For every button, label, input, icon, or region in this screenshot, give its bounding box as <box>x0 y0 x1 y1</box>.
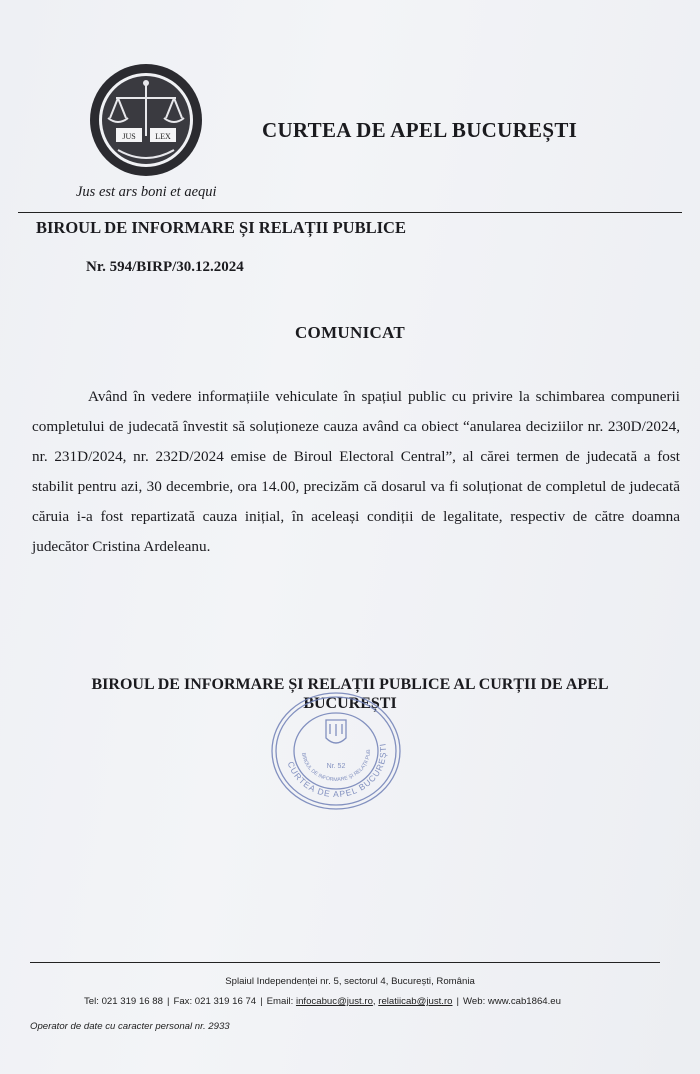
footer-email-info[interactable]: infocabuc@just.ro <box>295 996 373 1007</box>
scales-of-justice-logo <box>88 62 204 178</box>
signature-line-1: BIROUL DE INFORMARE ȘI RELAȚII PUBLICE AL CURȚII DE APEL <box>91 676 609 693</box>
footer-tel: Tel: 021 319 16 88 <box>84 996 163 1007</box>
official-stamp <box>268 690 404 812</box>
logo-label-lex: LEX <box>155 132 171 141</box>
footer-contacts: Tel: 021 319 16 88 | Fax: 021 319 16 74 | Email: infocabuc@just.ro, relatiicab@just.ro | Web: www.cab1864.eu <box>84 996 561 1007</box>
footer-email-relatii[interactable]: relatiicab@just.ro <box>378 996 453 1007</box>
footer-email-label: Email: <box>266 996 294 1007</box>
footer-fax: Fax: 021 319 16 74 <box>173 996 257 1007</box>
stamp-outer-text: CURTEA DE APEL BUCUREȘTI <box>285 741 389 800</box>
footer-operator: Operator de date cu caracter personal nr. 2933 <box>30 1021 230 1032</box>
stamp-inner-text: BIROUL DE INFORMARE ȘI RELAȚII PUB <box>300 749 373 784</box>
document-body: Având în vedere informațiile vehiculate în spațiul public cu privire la schimbarea compunerii completului de judecată învestit să soluționeze cauza având ca obiect “anularea deciziilor nr. 230D/2024, nr. 231D/2024, nr. 232D/2024 emise de Biroul Electoral Central”, al cărei termen de judecată a fost stabilit pentru azi, 30 decembrie, ora 14.00, precizăm că dosarul va fi soluționat de completul de judecată căruia i-a fost repartizată cauza inițial, în aceleași condiții de legalitate, respectiv de către doamna judecător Cristina Ardeleanu. <box>32 388 680 555</box>
office-name: BIROUL DE INFORMARE ȘI RELAȚII PUBLICE <box>36 218 406 237</box>
footer-divider <box>30 962 660 963</box>
logo-label-jus: JUS <box>122 132 136 141</box>
document-heading: COMUNICAT <box>294 323 406 342</box>
court-title: CURTEA DE APEL BUCUREȘTI <box>262 118 578 142</box>
stamp-number: Nr. 52 <box>326 763 346 770</box>
footer-web[interactable]: Web: www.cab1864.eu <box>463 996 561 1007</box>
signature-line-2: BUCUREȘTI <box>303 695 397 712</box>
document-number: Nr. 594/BIRP/30.12.2024 <box>86 259 244 275</box>
footer-address: Splaiul Independenței nr. 5, sectorul 4, București, România <box>225 976 475 987</box>
motto: Jus est ars boni et aequi <box>76 184 217 200</box>
header-divider <box>18 212 682 213</box>
